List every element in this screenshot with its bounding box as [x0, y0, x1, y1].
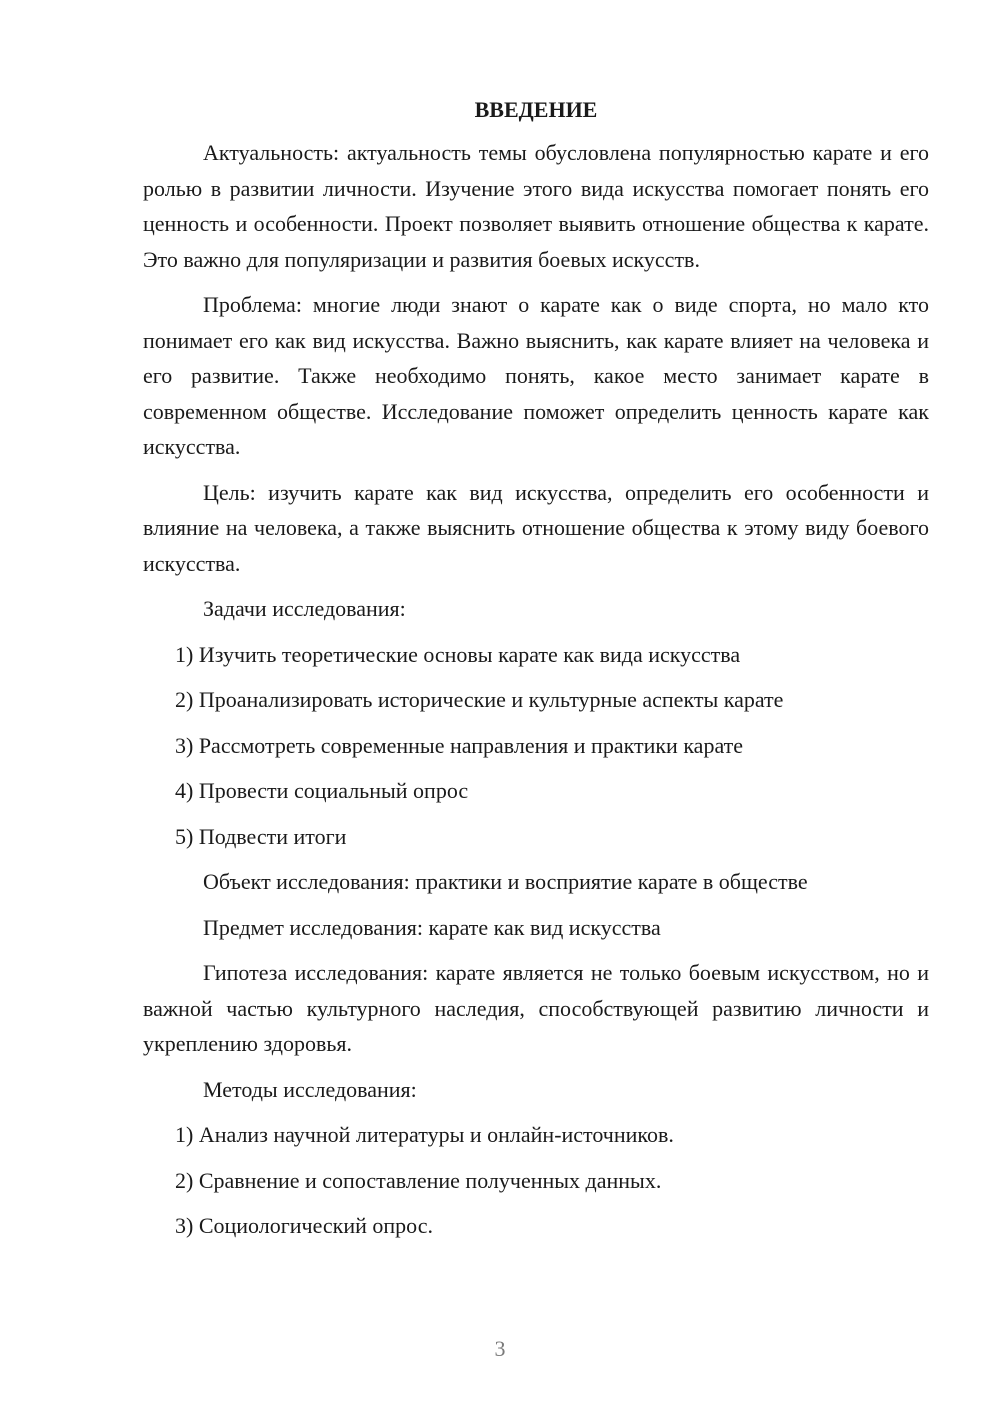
- problem-paragraph: Проблема: многие люди знают о карате как о виде спорта, но мало кто понимает его как вид искусства. Важно выяснить, как карате влияет на человека и его развитие. Также необходимо понять, какое место занимает карате в современном обществе. Исследование поможет определить ценность карате как искусства.: [143, 292, 929, 459]
- relevance-paragraph: Актуальность: актуальность темы обусловлена популярностью карате и его ролью в развитии личности. Изучение этого вида искусства помогает понять его ценность и особенности. Проект позволяет выявить отношение общества к карате. Это важно для популяризации и развития боевых искусств.: [143, 140, 929, 272]
- task-item: 3) Рассмотреть современные направления и практики карате: [175, 732, 744, 758]
- section-title: ВВЕДЕНИЕ: [474, 97, 598, 122]
- subject-line: Предмет исследования: карате как вид искусства: [203, 914, 661, 940]
- object-line: Объект исследования: практики и восприятие карате в обществе: [203, 869, 808, 894]
- task-item: 5) Подвести итоги: [175, 823, 347, 849]
- method-item: 2) Сравнение и сопоставление полученных данных.: [175, 1167, 662, 1193]
- page-number: 3: [494, 1336, 506, 1361]
- tasks-heading: Задачи исследования:: [203, 596, 406, 621]
- methods-heading: Методы исследования:: [203, 1076, 417, 1102]
- task-item: 4) Провести социальный опрос: [175, 778, 469, 803]
- page-content: [143, 95, 929, 1254]
- task-item: 2) Проанализировать исторические и культурные аспекты карате: [175, 687, 784, 712]
- goal-paragraph: Цель: изучить карате как вид искусства, определить его особенности и влияние на человека, а также выяснить отношение общества к этому виду боевого искусства.: [143, 479, 929, 576]
- hypothesis-paragraph: Гипотеза исследования: карате является не только боевым искусством, но и важной частью культурного наследия, способствующей развитию личности и укреплению здоровья.: [143, 960, 929, 1056]
- method-item: 1) Анализ научной литературы и онлайн-источников.: [175, 1122, 674, 1147]
- method-item: 3) Социологический опрос.: [175, 1213, 433, 1238]
- task-item: 1) Изучить теоретические основы карате как вида искусства: [175, 641, 741, 667]
